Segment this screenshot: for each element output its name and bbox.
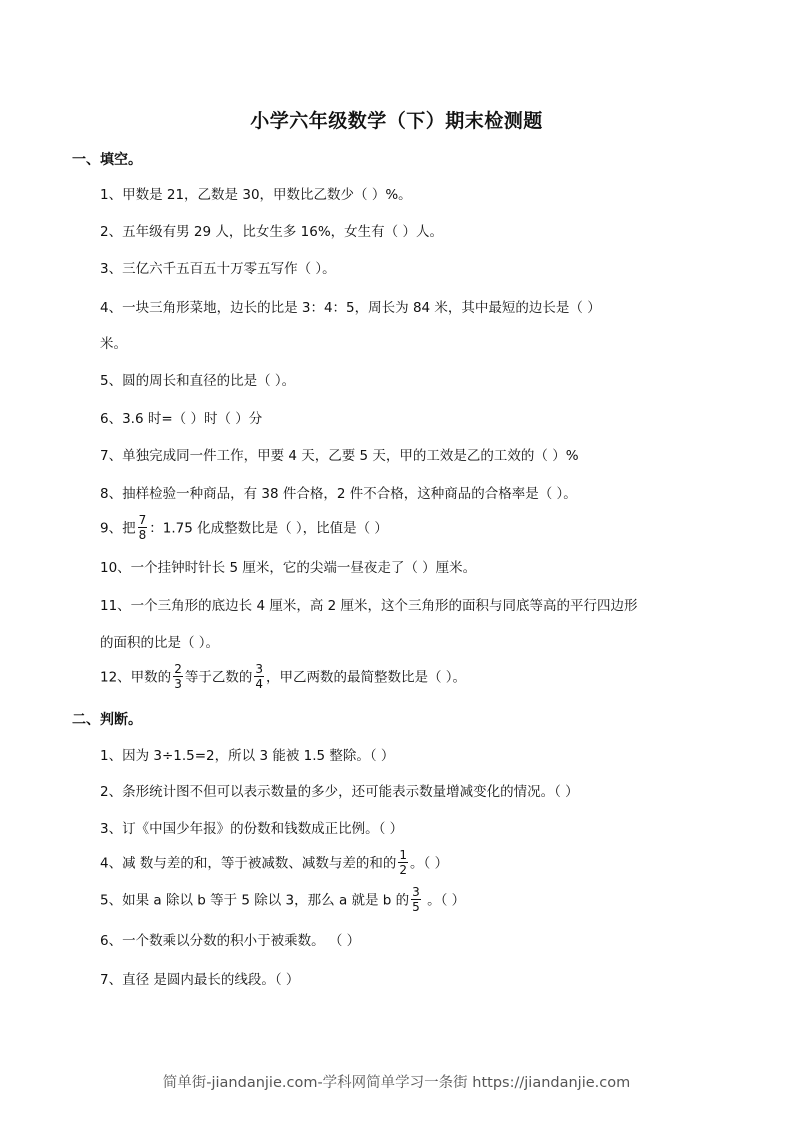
fraction-2-3 (173, 663, 183, 690)
fill-question-8: 8、抽样检验一种商品，有 38 件合格，2 件不合格，这种商品的合格率是（ ）。 (100, 486, 577, 502)
fill-question-12-prefix: 12、甲数的 (100, 669, 172, 686)
section-heading-fill-in: 一、填空。 (72, 152, 142, 168)
fill-question-12-suffix: ，甲乙两数的最简整数比是（ ）。 (265, 669, 467, 686)
fill-question-4-line2: 米。 (100, 336, 127, 352)
fraction-3-5 (411, 886, 421, 913)
fraction-denominator: 5 (412, 900, 420, 914)
judge-question-5-suffix: 。（ ） (422, 892, 466, 909)
judge-question-4-prefix: 4、减 数与差的和，等于被减数、减数与差的和的 (100, 855, 397, 872)
judge-question-4 (100, 850, 448, 877)
judge-question-3: 3、订《中国少年报》的份数和钱数成正比例。（ ） (100, 821, 404, 837)
fraction-denominator: 4 (255, 677, 263, 691)
fill-question-3: 3、三亿六千五百五十万零五写作（ ）。 (100, 261, 336, 277)
fill-question-6: 6、3.6 时=（ ）时（ ）分 (100, 411, 263, 427)
judge-question-6: 6、一个数乘以分数的积小于被乘数。 （ ） (100, 933, 361, 949)
footer-watermark: 简单街-jiandanjie.com-学科网简单学习一条街 https://jiandanjie.com (162, 1075, 631, 1091)
fill-question-9 (100, 515, 388, 542)
document-title: 小学六年级数学（下）期末检测题 (250, 110, 543, 132)
fill-question-9-suffix: ：1.75 化成整数比是（ ），比值是（ ） (149, 520, 388, 537)
judge-question-4-suffix: 。（ ） (410, 855, 449, 872)
judge-question-5-prefix: 5、如果 a 除以 b 等于 5 除以 3，那么 a 就是 b 的 (100, 892, 410, 909)
fraction-denominator: 3 (174, 677, 182, 691)
fill-question-10: 10、一个挂钟时针长 5 厘米，它的尖端一昼夜走了（ ）厘米。 (100, 560, 477, 576)
fill-question-7: 7、单独完成同一件工作，甲要 4 天，乙要 5 天，甲的工效是乙的工效的（ ）% (100, 448, 579, 464)
fraction-numerator: 3 (412, 885, 420, 899)
judge-question-2: 2、条形统计图不但可以表示数量的多少，还可能表示数量增减变化的情况。（ ） (100, 784, 579, 800)
judge-question-5 (100, 887, 465, 914)
fraction-numerator: 1 (399, 848, 408, 862)
fill-question-4-line1: 4、一块三角形菜地，边长的比是 3：4：5，周长为 84 米，其中最短的边长是（ ） (100, 300, 601, 316)
fraction-1-2 (398, 849, 408, 876)
fraction-denominator: 8 (138, 528, 147, 542)
fill-question-2: 2、五年级有男 29 人，比女生多 16%，女生有（ ）人。 (100, 224, 443, 240)
fill-question-11-line2: 的面积的比是（ ）。 (100, 635, 220, 651)
judge-question-7: 7、直径 是圆内最长的线段。（ ） (100, 972, 300, 988)
fraction-7-8 (138, 514, 148, 541)
fraction-numerator: 3 (255, 662, 263, 676)
fill-question-9-prefix: 9、把 (100, 520, 136, 537)
fill-question-11-line1: 11、一个三角形的底边长 4 厘米，高 2 厘米，这个三角形的面积与同底等高的平行四边形 (100, 598, 638, 614)
fraction-numerator: 2 (174, 662, 182, 676)
fill-question-1: 1、甲数是 21，乙数是 30，甲数比乙数少（ ）%。 (100, 187, 412, 203)
fraction-3-4 (254, 663, 264, 690)
section-heading-true-false: 二、判断。 (72, 712, 142, 728)
judge-question-1: 1、因为 3÷1.5=2，所以 3 能被 1.5 整除。（ ） (100, 748, 395, 764)
fraction-denominator: 2 (399, 863, 408, 877)
fill-question-12-middle: 等于乙数的 (184, 669, 253, 686)
fill-question-5: 5、圆的周长和直径的比是（ ）。 (100, 373, 296, 389)
fill-question-12 (100, 664, 466, 691)
fraction-numerator: 7 (138, 513, 147, 527)
